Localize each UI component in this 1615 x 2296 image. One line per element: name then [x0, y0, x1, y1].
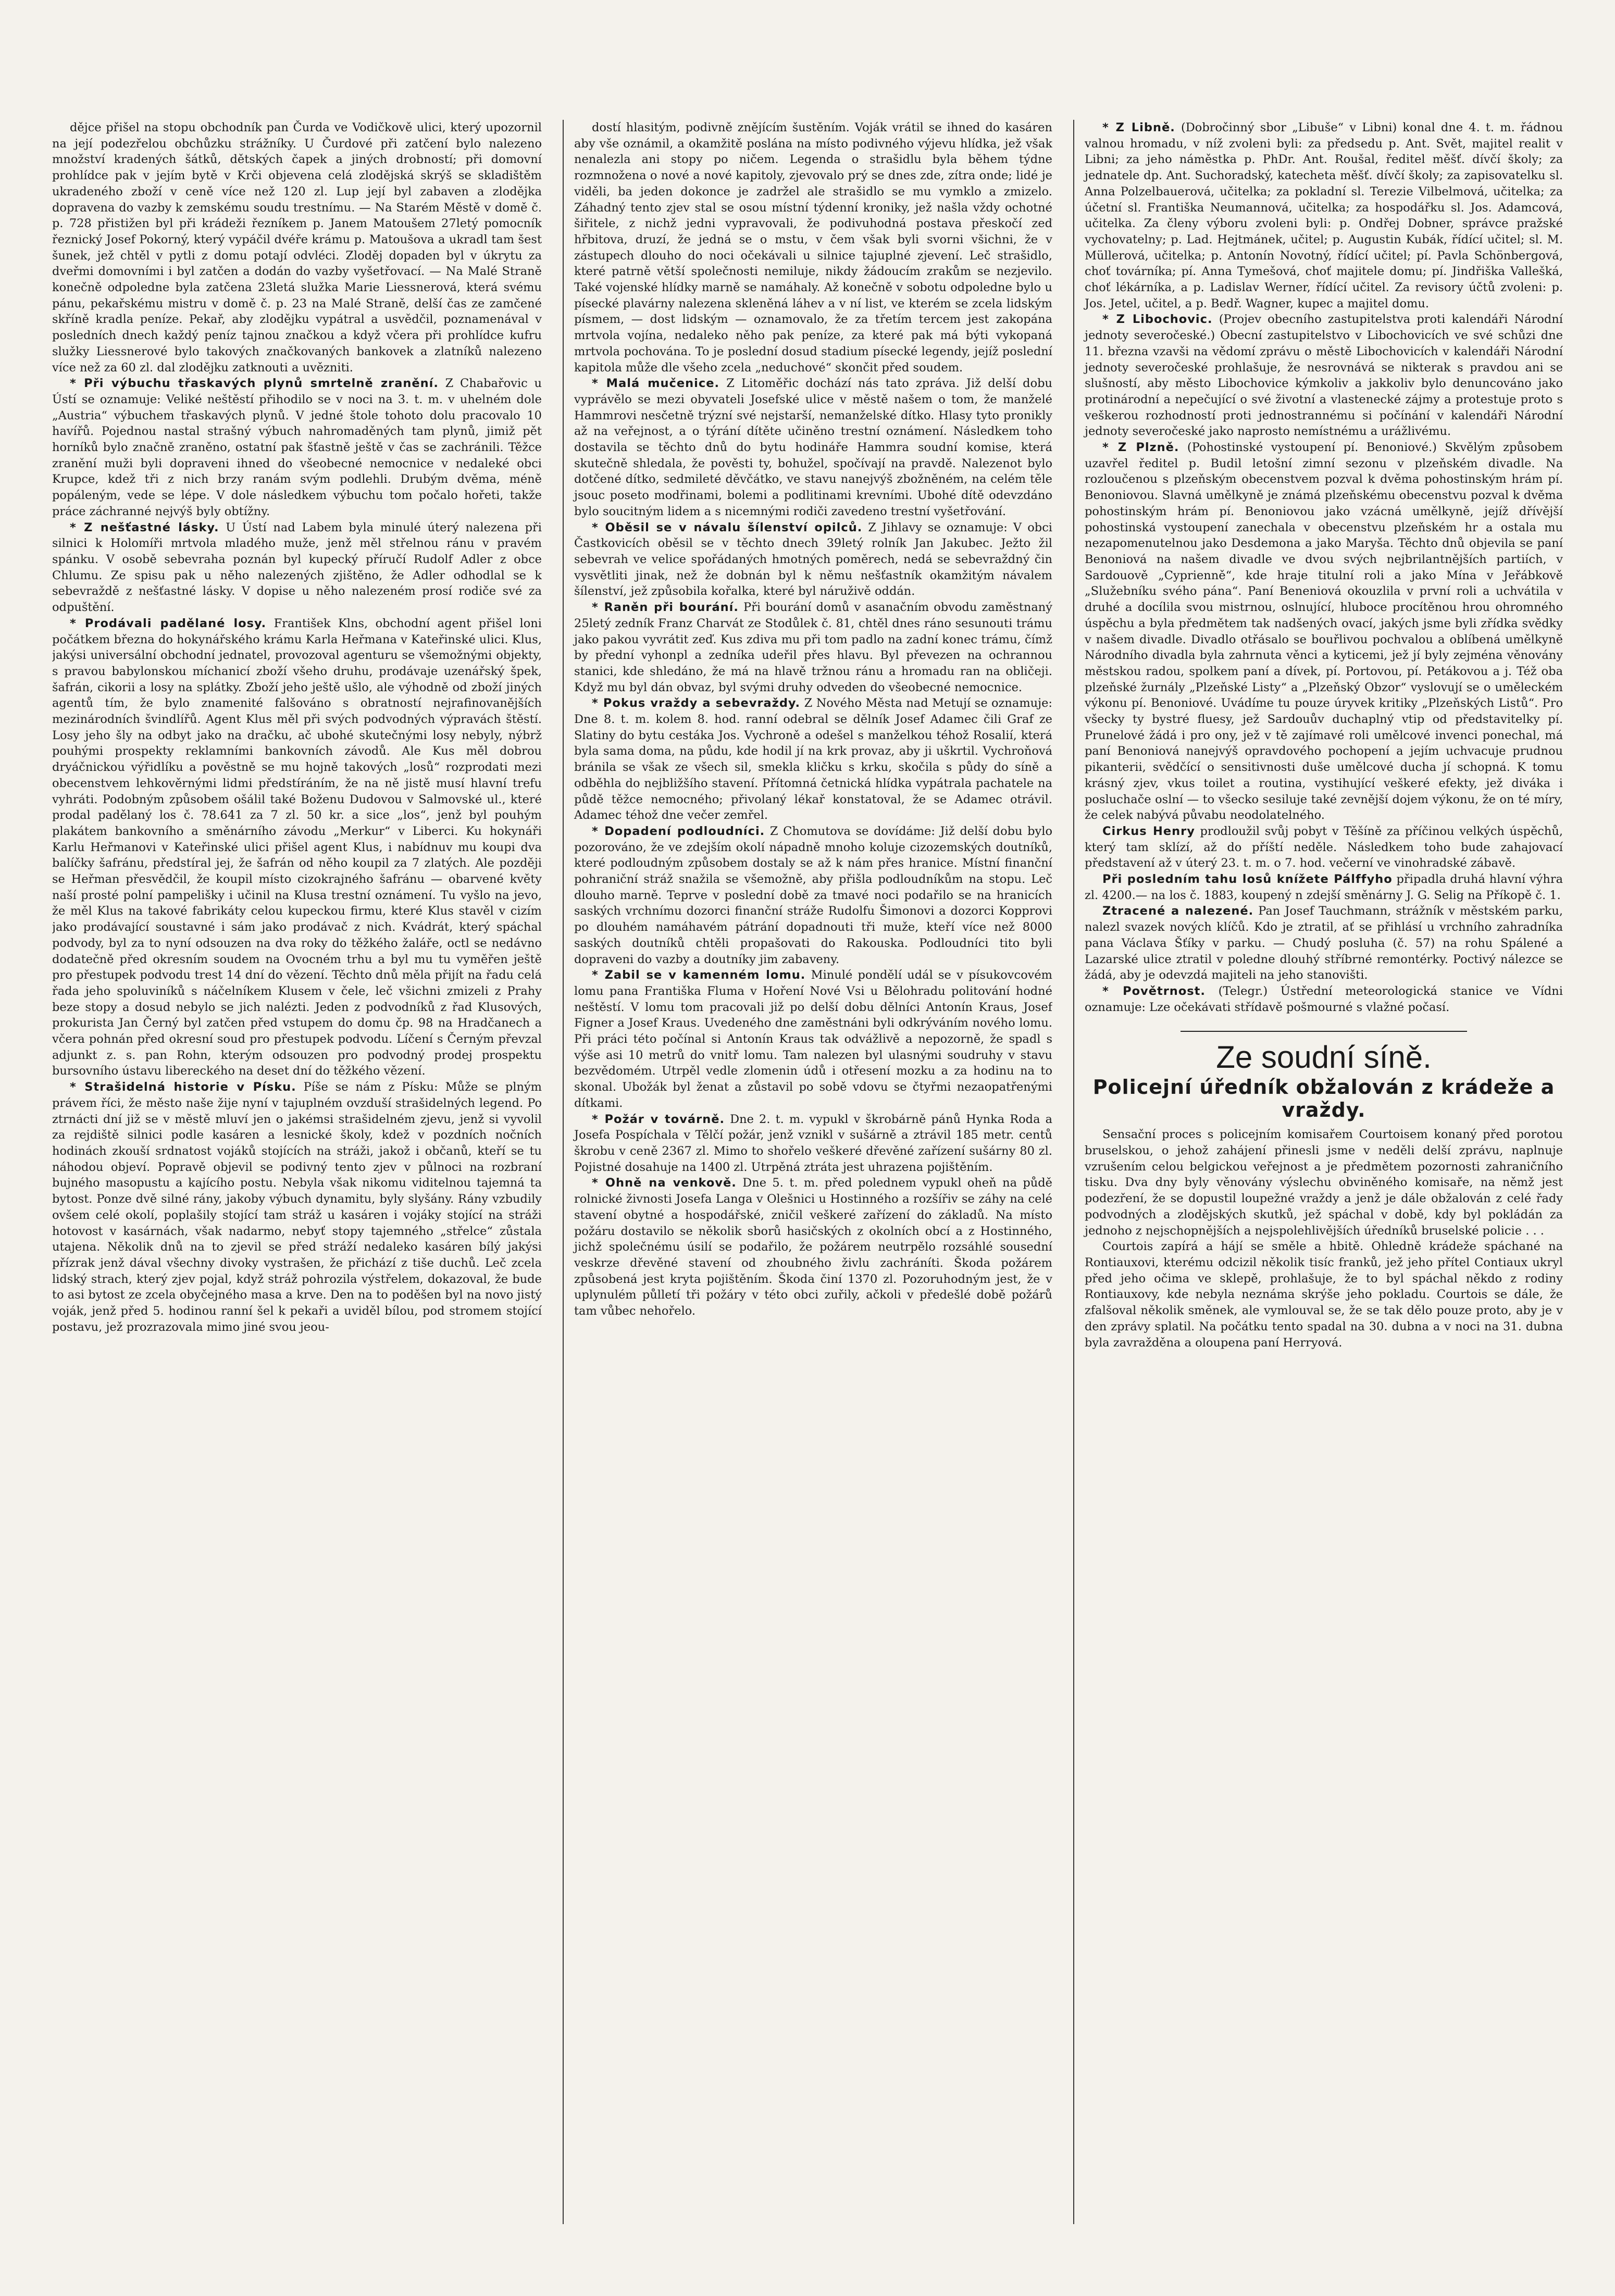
article-paragraph [574, 600, 1052, 695]
article-text: Sensační proces s policejním komisařem Courtoisem konaný před porotou bruselskou, o jehož zahájení přinesli jsme v neděli delší zprávu, naplnuje vzrušením celou belgickou veřejnost a je předmětem pozornosti zahraničního tisku. Dva dny byly věnovány výslechu obviněného komisaře, na němž jest podezření, že se dopustil loupežné vraždy a jenž je dále obžalován z celé řady podvodných a zlodějských skutků, jež spáchal v době, kdy byl pokládán za jednoho z nejschopnějších a nejspolehlivějších úředníků bruselské policie . . . [1085, 1128, 1563, 1238]
newspaper-page [52, 120, 1563, 2224]
article-paragraph [52, 120, 542, 376]
article-paragraph [574, 1175, 1052, 1319]
article-paragraph [574, 823, 1052, 967]
article-paragraph [52, 1079, 542, 1335]
article-paragraph [1085, 983, 1563, 1015]
article-paragraph [574, 520, 1052, 600]
article-heading: * Z Plzně. [1102, 441, 1179, 455]
article-heading: Při posledním tahu losů knížete Pálffyho [1102, 872, 1393, 887]
article-heading: * Ohně na venkově. [592, 1176, 737, 1190]
section-title: Ze soudní síně. [1216, 1040, 1432, 1075]
article-text: (Pohostinské vystoupení pí. Benoniové.) Skvělým způsobem uzavřel ředitel p. Budil letošní zimní sezonu v plzeňském divadle. Na rozloučenou s plzeňským obecenstvem pozval k dvěma pohostinským hrám pí. Benoniovou. Slavná umělkyně je známá plzeňskému obecenstvu pozval k dvěma pohostinským hrám pí. Benoniovou jako vzácná umělkyně, jejíž dřívější pohostinská vystoupení zanechala v obecenstvu plzeňském hr a ostala mu nezapomenutelnou jako Desdemona a jako Maryša. Těchto dnů objevila se paní Benoniová na našem divadle ve dvou svých nejbrilantnějších partiích, v Sardouově „Cyprienně“, kde hraje titulní roli a jako Mína v Jeřábkově „Služebníku svého pána“. Paní Beneniová okouzlila v první roli a uchvátila v druhé a docílila svou mistrnou, oslnující, hluboce procítěnou hrou ohromného úspěchu a byla předmětem tak nadšených ovací, jakých jsme byli zřídka svědky v našem divadle. Divadlo otřásalo se bouřlivou pochvalou a oblíbená umělkyně Národního divadla byla zahrnuta věnci a kyticemi, jež jí byly zejména věnovány městskou radou, spolkem paní a dívek, pí. Portovou, pí. Petákovou a j. Též oba plzeňské žurnály „Plzeňské Listy“ a „Plzeňský Obzor“ vyslovují se o uměleckém výkonu pí. Benoniové. Uvádíme tu pouze úryvek kritiky „Plzeňských Listů“. Pro všecky ty bystré fluesy, jež Sardouův duchaplný vtip od představitelky pí. Prunelové žádá i pro ony, jež v tě zajímavé roli umělcové invenci ponechal, má paní Benoniová nanejvýš opravdového pochopení a jejím uchvacuje prudnou pikanterii, svědčící o sensitivnosti duše umělcové ducha jí schopná. K tomu krásný zjev, vkus toilet a routina, vystihující veškeré efekty, jež diváka i posluchače oslní — to všecko sesiluje také zevnější dojem výkonu, že on té míry, že celek nabývá půvabu neodolatelného. [1085, 441, 1563, 822]
article-paragraph [574, 1112, 1052, 1176]
section-divider [1181, 1031, 1468, 1032]
article-heading: * Z nešťastné lásky. [70, 520, 219, 534]
article-text: (Projev obecního zastupitelstva proti kalendáři Národní jednoty severočeské.) Obecní zastupitelstvo v Libochovicích ve své schůzi dne 11. března vzavši na vědomí zprávu o městě Libochovicích v kalendáři Národní jednoty severočeské prohlašuje, že nesrovnává se nikterak s pravdou ani se slušností, aby město Libochovice kýmkoliv a jakkoliv bylo denuncováno jako protinárodní a nepečující o své životní a vlastenecké zájmy a protestuje proto s veškerou rozhodností proti jednostrannému si počínání v kalendáři Národní jednoty severočeské jako naprosto nemístnému a urážlivému. [1085, 313, 1563, 439]
article-heading: * Pokus vraždy a sebevraždy. [592, 696, 801, 710]
article-heading: * Zabil se v kamenném lomu. [592, 968, 806, 982]
court-article [1085, 1127, 1563, 1351]
article-text: Při bourání domů v asanačním obvodu zaměstnaný 25letý zedník Franz Charvát ze Stodůlek č. 81, chtěl dnes ráno sesunouti trámu jako pakou vyvrátit zeď. Kus zdiva mu při tom padlo na zadní konec trámu, čímž by přední vyhonpl a zedníka udeřil přes hlavu. Byl převezen na ochrannou stanici, kde shledáno, že má na hlavě tržnou ránu a hromadu ran na obličeji. Když mu byl dán obvaz, byl svými druhy odveden do všeobecné nemocnice. [574, 601, 1052, 694]
article-paragraph [1085, 311, 1563, 440]
article-paragraph [1085, 440, 1563, 823]
article-text: Dne 5. t. m. před polednem vypukl oheň na půdě rolnické živnosti Josefa Langa v Olešnici u Hostinného a rozšířiv se záhy na celé stavení obytné a hospodářské, zničil veškeré zařízení do základů. Na místo požáru dostavilo se několik sborů hasičských z okolních obcí a z Hostinného, jichž společnému úsilí se podařilo, že požárem neutrpělo rozsáhlé sousední veskrze dřevěné stavení od zhoubného živlu zachráníti. Škoda požárem způsobená jest kryta pojištěním. Škoda činí 1370 zl. Pozoruhodným jest, že v uplynulém půlletí tři požáry v této obci zuřily, ačkoli v předešlé době požárů tam vůbec nehořelo. [574, 1176, 1052, 1318]
article-paragraph [574, 967, 1052, 1111]
article-text: Minulé pondělí udál se v písukovcovém lomu pana Františka Fluma v Hoření Nové Vsi u Bělohradu politování hodné neštěstí. V lomu tom pracovali již po delší dobu dělníci Antonín Kraus, Josef Figner a Josef Kraus. Uvedeného dne zaměstnáni byli odkrýváním nového lomu. Při práci této počínal si Antonín Kraus tak odvážlivě a nepozorně, že spadl s výše asi 10 metrů do vnitř lomu. Tam nalezen byl ulasnými soudruhy v stavu bezvědomém. Utrpěl vedle zlomenin údů i otřesení mozku a za hodinu na to skonal. Ubožák byl ženat a zůstavil po sobě vdovu se čtyřmi nezaopatřenými dítkami. [574, 968, 1052, 1110]
section-subtitle: Policejní úředník obžalován z krádeže a vraždy. [1092, 1076, 1555, 1122]
article-text: připadla druhá hlavní výhra zl. 4200.— na los č. 1883, koupený n zdejší směnárny J. G. Selig na Příkopě č. 1. [1085, 872, 1563, 902]
article-text: Z Jihlavy se oznamuje: V obci Častkovicích oběsil se v těchto dnech 39letý rolník Jan Jakubec. Ježto žil sebevrah ve velice spořádaných hmotných poměrech, nedá se sebevraždný čin vysvětliti jinak, než že dobnán byl k němu nešťastník okamžitým návalem šílenství, jež způsobila kořalka, které byl náruživě oddán. [574, 520, 1052, 598]
article-heading: * Z Libně. [1102, 121, 1175, 134]
article-text: Pan Josef Tauchmann, strážník v městském parku, nalezl svazek nových klíčů. Kdo je ztratil, ať se přihlásí u vrchního zahradníka pana Václava Šťíky v parku. — Chudý posluha (č. 57) na rohu Spálené a Lazarské ulice ztratil v poledne dlouhý stříbrné remontérky. Poctivý nálezce se žádá, aby je odevzdá majiteli na jeho stanovišti. [1085, 904, 1563, 982]
article-heading: * Strašidelná historie v Písku. [70, 1080, 296, 1094]
article-heading: * Dopadení podloudníci. [592, 824, 765, 838]
article-heading: Cirkus Henry [1102, 824, 1195, 838]
column-left [52, 120, 542, 2224]
article-paragraph [1085, 823, 1563, 871]
article-paragraph [52, 376, 542, 519]
column-right [1073, 120, 1563, 2224]
article-heading: * Z Libochovic. [1102, 313, 1213, 327]
article-text: dostí hlasitým, podivně znějícím šustěním. Voják vrátil se ihned do kasáren aby vše oznámil, a okamžitě poslána na místo podivného výjevu hlídka, jež však nenalezla ani stopy po ničem. Legenda o strašidlu byla během týdne rozmnožena o nové a nové kapitoly, zjevovalo prý se dnes zde, zítra onde; lidé je viděli, ba jeden dokonce je zadržel ale strašidlo se mu vymklo a zmizelo. Záhadný tento zjev stal se osou místní týdenní kroniky, jež našla vždy ochotné šiřitele, z nichž jedni vypravovali, že podivuhodná postava přeskočí zeď hřbitova, druzí, že jedná se o mstu, v čem však byli svorni všichni, že v zástupech dlouho do noci očekávali u silnice tajuplné zjevení. Leč strašidlo, které patrně větší společnosti nemiluje, nikdy žádoucím zrakům se nezjevilo. Také vojenské hlídky marně se namáhaly. Až konečně v sobotu odpoledne bylo u písecké plavárny nalezena skleněná láhev a v ní list, ve kterém se zcela lidským písmem, — dost lidským — oznamovalo, že za třetím tercem jest zakopána mrtvola vojína, nedaleko něho pak peníze, za které pak má býti vykopaná mrtvola pochována. To je poslední dosud stadium písecké legendy, jejíž poslední kapitola může dle všeho zcela „neduchové“ skončit před soudem. [574, 121, 1052, 375]
article-text: Dne 2. t. m. vypukl v škrobárně pánů Hynka Roda a Josefa Pospíchala v Tělčí požár, jenž vznikl v sušárně a ztrávil 185 metr. centů škrobu v ceně 2367 zl. Mimo to shořelo veškeré dřevěné zařízení sušárny 80 zl. Pojistné dosahuje na 1400 zl. Utrpěná ztráta jest uhrazena pojištěním. [574, 1112, 1052, 1174]
article-heading: * Raněn při bourání. [592, 601, 739, 615]
article-paragraph [52, 520, 542, 616]
article-text: Z Chomutova se dovídáme: Již delší dobu bylo pozorováno, že ve zdejším okolí nápadně mnoho koluje cizozemských doutníků, které podloudným způsobem dostaly se až k nám přes hranice. Místní finanční pohraniční stráž snažila se všemožně, aby přišla podloudníkům na stopu. Leč dlouho marně. Teprve v poslední době za tmavé noci podařilo se na hranicích saských vrchnímu dozorci finanční stráže Rudolfu Šimonovi a dozorci Kopprovi po dlouhém namáhavém pátrání dopadnouti tři muže, kteří více než 8000 saských doutníků chtěli propašovati do Rakouska. Podloudníci tito byli dopraveni do vazby a doutníky jim zabaveny. [574, 824, 1052, 966]
article-text: Z Nového Města nad Metují se oznamuje: Dne 8. t. m. kolem 8. hod. ranní odebral se dělník Josef Adamec čili Graf ze Slatiny do bytu cestáka Jos. Vychroně a odešel s manželkou téhož Rosalií, která byla sama doma, na půdu, kde hodil jí na krk provaz, aby ji uškrtil. Vychroňová bránila se však ze všech sil, smekla kličku s krku, skočila s půdy do síně a odběhla do nejbližšího stavení. Přítomná četnická hlídka vypátrala pachatele na půdě těžce nemocného; přivolaný lékař konstatoval, že se Adamec otrávil. Adamec téhož dne večer zemřel. [574, 696, 1052, 822]
article-text: Courtois zapírá a hájí se směle a hbitě. Ohledně krádeže spáchané na Rontiauxovi, kterému odcizil několik tisíc franků, jež jeho přítel Contiaux ukryl před jeho očima ve sklepě, prohlašuje, že to byl spáchal někdo z rodiny Rontiauxovy, kde nebyla neznáma skrýše jeho pokladu. Courtois se dále, že zfalšoval několik směnek, ale vymlouval se, že se tak dělo pouze proto, aby je v den zprávy splatil. Na počátku tento spadal na 30. dubna a v noci na 31. dubna byla zavražděna a oloupena paní Herryová. [1085, 1240, 1563, 1350]
article-paragraph [1085, 903, 1563, 983]
article-text: Z Litoměřic dochází nás tato zpráva. Již delší dobu vyprávělo se mezi obyvateli Josefské ulice v městě našem o tom, že manželé Hammrovi nesčetně trýzní své nejstarší, nemanželské dítko. Hlasy tyto pronikly až na veřejnost, a o týrání dítěte učiněno trestní oznámení. Následkem toho dostavila se těchto dnů do bytu hodináře Hammra soudní komise, která skutečně shledala, že pověsti ty, bohužel, spočívají na pravdě. Nalezenot bylo dotčené dítko, sedmileté děvčátko, ve stavu nanejvýš zbožněném, na celém těle jsouc posetо modřinami, bolemi a podlitinami krevními. Ubohé dítě odevzdáno bylo soucitným lidem a s nicemnými rodiči zavedeno trestní vyšetřování. [574, 377, 1052, 518]
article-text: František Klns, obchodní agent přišel loni počátkem března do hokynářského krámu Karla Heřmana v Kateřinské ulici. Klus, jakýsi universální obchodní jednatel, provozoval agenturu se všemožnými objekty, s pravou babylonskou míchanicí zboží všeho druhu, prodávaje uzenářský špek, šafrán, cikorii a losy na splátky. Zboží jeho ještě ušlo, ale výhodně od zboží jiných agentů tím, že bylo znamenité falšováno s obratností nejrafinovanějších mezinárodních švindlířů. Agent Klus měl při svých podvodných výpravách štěstí. Losy jeho šly na odbyt jako na dračku, ač ubohé skutečnými losy nebyly, nýbrž pouhými prospekty reklamními bankovních závodů. Ale Kus měl dobrou dryáčnickou výřidlíku a pověstně se mu hojně takových „losů“ rozprodati mezi obecenstvem lehkověrnými lidmi předstíráním, že na ně jistě musí hlavní trefu vyhráti. Podobným způsobem ošálil také Boženu Dudovou v Salmovské ul., které prodal padělaný los č. 78.641 za 7 zl. 50 kr. a sice „los“, jenž byl pouhým plakátem bankovního a směnárního závodu „Merkur“ v Liberci. Ku hokynáři Karlu Heřmanovi v Kateřinské ulici přišel agent Klus, i nabídnuv mu koupi dva balíčky šafránu, předstíral jej, že šafrán od něho koupil za 7 zlatých. Ale později se Heřman přesvědčil, že koupil místo cizokrajného šafránu — obarvené květy naší prosté polní pampelišky i učinil na Klusa trestní oznámení. Tu vyšlo na jevo, že měl Klus na takové fabrikáty celou kupeckou firmu, které Klus stavěl v cizím jako prodávající soustavné i sám jako prodávač z nich. Kvádrát, který spáchal podvody, byl za to nyní odsouzen na dva roky do těžkého žaláře, octl se nedávno dodatečně před okresním soudem na Ovocném trhu a byl mu tu vyměřen ještě pro přestupek podvodu trest 14 dní do vězení. Těchto dnů měla přijít na řadu celá řada jeho spoluviníků s náčelníkem Klusem v čele, leč všichni zmizeli z Prahy beze stopy a dosud nebylo se jich nalézti. Jeden z podvodníků z řad Klusových, prokurista Jan Černý byl zatčen před vstupem do domu čp. 98 na Hradčanech a včera pohnán před okresní soud pro přestupek podvodu. Líčení s Černým převzal adjunkt z. s. pan Rohn, kterým odsouzen pro podvodný prodej prospektu bursovního ústavu libereckého na deset dní do těžkého vězení. [52, 616, 542, 1078]
article-text: Píše se nám z Písku: Může se plným právem říci, že město naše žije nyní v tajuplném ovzduší strašidelných legend. Po ztrnácti dní již se v městě mluví jen o jakémsi strašidelném zjevu, jenž si vyvolil za rejdiště silnici podle kasáren a lesnické školy, kdež v pozdních nočních hodinách zkouší srdnatost vojáků stojících na stráži, jakož i občanů, kteří se tu náhodou objeví. Popravě objevil se podivný tento zjev v půlnoci na rozbraní bujného masopustu a kajícího postu. Nebyla však nikomu viditelnou tajemná ta bytost. Ponze dvě silné rány, jakoby výbuch dynamitu, byly slyšány. Rány vzbudily ovšem celé okolí, poplašily stojící tam stráž u kasáren i vojáky stojící na stráži hotovost v kasárnách, však nadarmo, nebyť stopy tajemného „střelce“ zůstala utajena. Několik dnů na to zjevil se před stráží nedaleko kasáren bílý jakýsi přízrak jenž dával všechny divoky vystrašen, že přichází z tiše duchů. Leč zcela lidský strach, který zjev pojal, když stráž pohrozila výstřelem, dokazoval, že bude to asi bytost ze zcela obyčejného masa a krve. Den na to poděšen byl na novo jistý voják, jenž před 5. hodinou ranní šel k pekaři a uviděl bílou, pod stromem stojící postavu, jež prozrazovala mimo jiné svou jeou- [52, 1080, 542, 1334]
article-paragraph [1085, 871, 1563, 903]
article-text: prodloužil svůj pobyt v Těšíně za příčinou velkých úspěchů, který tam sklízí, až do příští neděle. Následkem toho bude zahajovací představení až v úterý 23. t. m. o 7. hod. večerní ve vinohradské zábavě. [1085, 824, 1563, 870]
column-middle [563, 120, 1052, 2224]
article-text: (Dobročinný sbor „Libuše“ v Libni) konal dne 4. t. m. řádnou valnou hromadu, v níž zvoleni byli: za předsedu p. Ant. Svět, majitel realit v Libni; za jeho náměstka p. PhDr. Ant. Roušal, ředitel měšť. dívčí školy; za jednatele dp. Ant. Suchoradský, katecheta měšť. dívčí školy; za zapisovatelku sl. Anna Polzelbauerová, učitelka; za pokladní sl. Terezie Vilbelmová, učitelka; za účetní sl. Františka Neumannová, učitelka; za hospodářku sl. Jos. Adamcová, učitelka. Za členy výboru zvoleni byli: p. Ondřej Dobner, správce pražské vychovatelny; p. Lad. Hejtmánek, učitel; p. Augustin Kubák, řídící učitel; sl. M. Müllerová, učitelka; p. Antonín Novotný, řídící učitel; pí. Pavla Schönbergová, choť továrníka; pí. Anna Tymešová, choť majitele domu; pí. Jindřiška Vallešká, choť lékárníka, a p. Ladislav Werner, řídící učitel. Za revisory účtů zvoleni: p. Jos. Jetel, učitel, a p. Bedř. Wagner, kupec a majitel domu. [1085, 121, 1563, 310]
article-heading: * Malá mučenice. [592, 377, 720, 391]
article-heading: * Oběsil se v návalu šílenství opilců. [592, 520, 863, 534]
article-heading: * Při výbuchu třaskavých plynů smrtelně zranění. [70, 377, 439, 391]
article-heading: Ztracené a nalezené. [1102, 904, 1254, 918]
article-paragraph [1085, 1127, 1563, 1239]
article-text: (Telegr.) Ústřední meteorologická stanice ve Vídni oznamuje: Lze očekávati střídavě pošmourné s vlažné počasí. [1085, 984, 1563, 1014]
article-paragraph [574, 376, 1052, 519]
article-paragraph [1085, 120, 1563, 311]
article-heading: * Prodávali padělané losy. [70, 616, 267, 630]
article-paragraph [574, 695, 1052, 823]
article-text: dějce přišel na stopu obchodník pan Čurda ve Vodičkově ulici, který upozornil na její podezřelou obchůzku strážníky. U Čurdové při zatčení bylo nalezeno množství kradených šátků, dětských čapek a jiných drobností; při domovní prohlídce pak v jejím bytě v Krči objevena celá zlodějská skrýš se skladištěm ukradeného zboží v ceně více než 120 zl. Lup její byl zabaven a zlodějka dopravena do vazby k zemskému soudu trestnímu. — Na Starém Městě v domě č. p. 728 přistižen byl při krádeži řezníkem p. Janem Matoušem 27letý pomocník řeznický Josef Pokorný, který vypáčil dvéře krámu p. Matoušova a ukradl tam šest šunek, jež chtěl v pytli z domu potají odvléci. Zloděj dopaden byl v úkrytu za dveřmi domovními i byl zatčen a dodán do vazby vyšetřovací. — Na Malé Straně konečně odpoledne byla zatčena 23letá služka Marie Liessnerová, která svému pánu, pekařskému mistru v domě č. p. 23 na Malé Straně, delší čas ze zamčené skříně kradla peníze. Pekař, aby zlodějku vypátral a usvědčil, poznamenával v posledních dnech každý peníz tajnou značkou a když včera při prohlídce kufru služky Liessnerové bylo takových značkovaných bankovek a zlatníků nalezeno více než za 60 zl. dal zlodějku zatknouti a uvězniti. [52, 121, 542, 375]
article-heading: * Požár v továrně. [592, 1112, 725, 1126]
article-text: U Ústí nad Labem byla minulé úterý nalezena při silnici k Holomíři mrtvola mladého muže, jenž měl střelnou ránu v pravém spánku. V osobě sebevraha poznán byl kupecký příručí Rudolf Adler z obce Chlumu. Ze spisu pak u něho nalezených zjištěno, že Adler odhodlal se k sebevraždě z nešťastné lásky. V dopise u něho nalezeném prosí rodiče své za odpuštění. [52, 520, 542, 615]
article-heading: * Povětrnost. [1102, 984, 1206, 998]
article-paragraph [574, 120, 1052, 376]
article-paragraph [52, 616, 542, 1079]
article-paragraph [1085, 1239, 1563, 1351]
column-right-notices [1085, 120, 1563, 1015]
article-text: Z Chabařovic u Ústí se oznamuje: Veliké neštěstí přihodilo se v noci na 3. t. m. v uhelném dole „Austria“ výbuchem třaskavých plynů. V jedné štole tohoto dolu pracovalo 10 havířů. Pojednou nastal strašný výbuch nahromaděných tam plynů, jimiž pět horníků bylo značně zraněno, ostatní pak šťastně ještě v čas se zachránili. Těžce zranění muži byli dopraveni ihned do všeobecné nemocnice v nedaleké obci Krupce, kdež tři z nich brzy ranám svým podlehli. Drubým dvěma, méně popáleným, vede se lépe. V dole následkem výbuchu tom počalo hořeti, takže práce záchranné nejvýš byly obtížny. [52, 377, 542, 518]
